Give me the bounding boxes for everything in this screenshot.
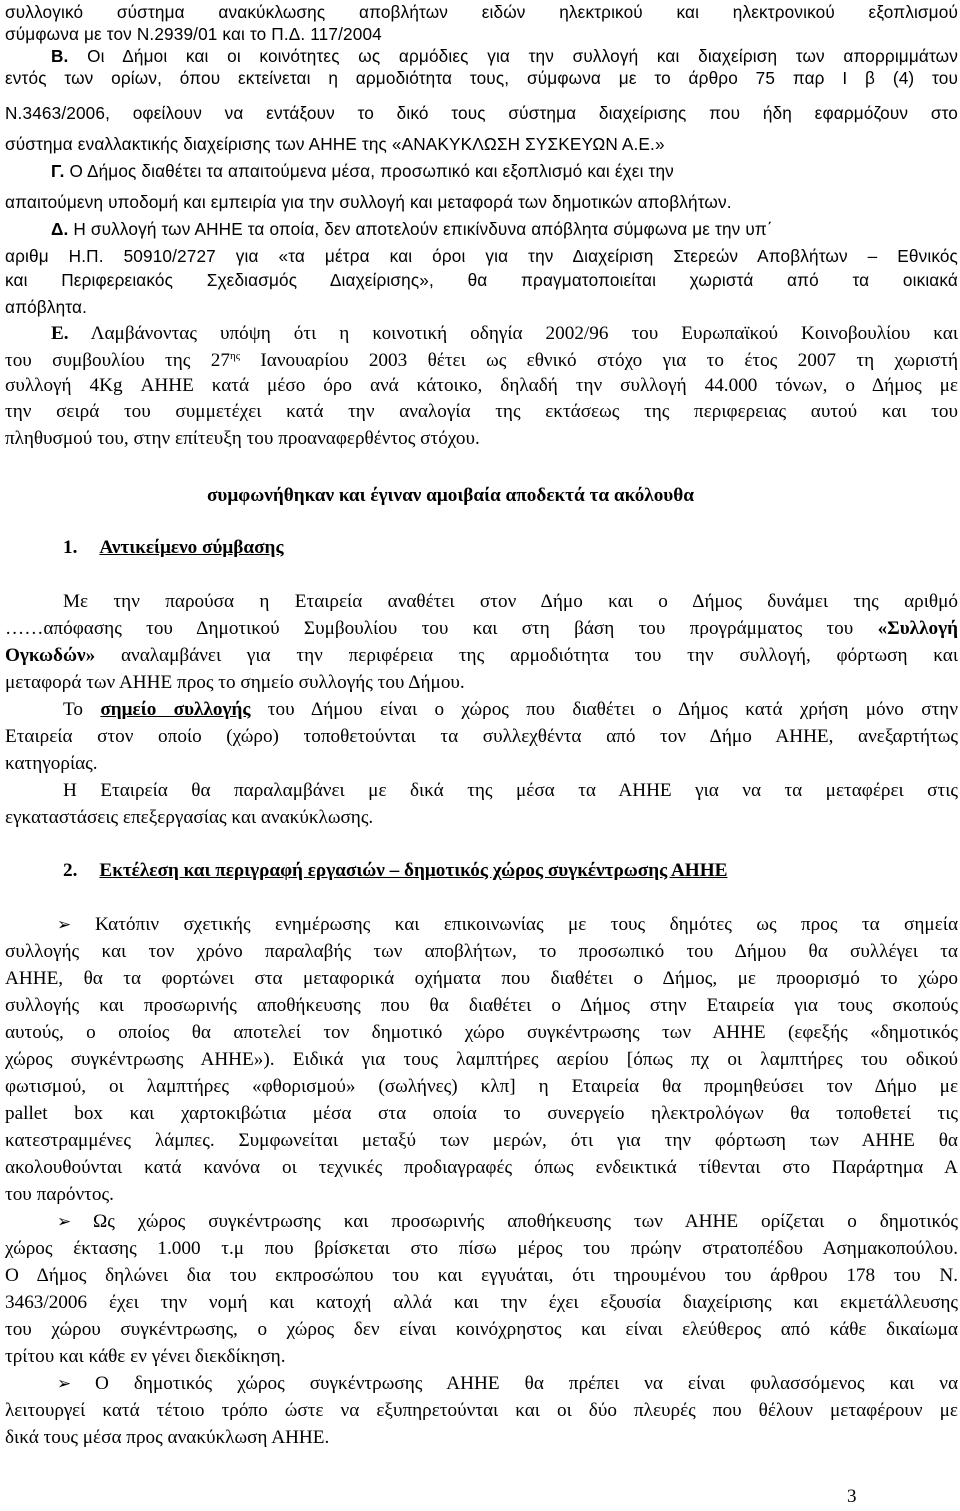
- bullet-item-line: δικά τους μέσα προς ανακύκλωση ΑΗΗΕ.: [5, 1427, 330, 1448]
- paragraph-b-line: Ν.3463/2006, οφείλουν να εντάξουν το δικό τους σύστημα διαχείρισης που ήδη εφαρμόζουν στο: [5, 103, 958, 123]
- document-page: [5, 0, 958, 1511]
- page-number: 3: [847, 1486, 857, 1507]
- bullet-item-line: 3463/2006 έχει την νομή και κατοχή αλλά και την έχει εξουσία διαχείρισης και εκμετάλλευσης: [5, 1292, 958, 1313]
- bullet-item-line: Ο Δήμος δηλώνει δια του εκπροσώπου του και εγγυάται, ότι τηρουμένου του άρθρου 178 του Ν.: [5, 1265, 958, 1286]
- bullet-item-line: του παρόντος.: [5, 1184, 114, 1205]
- bullet-item-line: χώρος έκτασης 1.000 τ.μ που βρίσκεται στο πίσω μέρος του πρώην στρατοπέδου Ασημακοπούλου.: [5, 1238, 958, 1259]
- paragraph-g-line: Γ. Ο Δήμος διαθέτει τα απαιτούμενα μέσα, προσωπικό και εξοπλισμό και έχει την: [51, 161, 674, 181]
- paragraph-d-line: Δ. Η συλλογή των ΑΗΗΕ τα οποία, δεν αποτελούν επικίνδυνα απόβλητα σύμφωνα με την υπ΄: [51, 219, 773, 239]
- bullet-item-line: αυτούς, ο οποίος θα αποτελεί τον δημοτικό χώρο συγκέντρωσης των ΑΗΗΕ (εφεξής «δημοτικός: [5, 1022, 958, 1043]
- item-letter-b: Β.: [51, 46, 69, 66]
- arrow-bullet-icon: ➢: [57, 1212, 72, 1232]
- bullet-item-line: ➢ Ως χώρος συγκέντρωσης και προσωρινής αποθήκευσης των ΑΗΗΕ ορίζεται ο δημοτικός: [57, 1211, 958, 1232]
- bullet-item-line: pallet box και χαρτοκιβώτια μέσα στα οποία το συνεργείο ηλεκτρολόγων θα τοποθετεί τις: [5, 1103, 958, 1124]
- section-2-title: Εκτέλεση και περιγραφή εργασιών – δημοτικός χώρος συγκέντρωσης ΑΗΗΕ: [99, 860, 728, 881]
- bullet-item-line: χώρος συγκέντρωσης ΑΗΗΕ»). Ειδικά για τους λαμπτήρες αερίου [όπως πχ οι λαμπτήρες του οδικού: [5, 1049, 958, 1070]
- section-1-number: 1.: [63, 537, 78, 558]
- collection-point-term: σημείο συλλογής: [100, 699, 251, 720]
- section-1-paragraph-line: κατηγορίας.: [5, 753, 98, 774]
- paragraph-e-line: πληθυσμού του, στην επίτευξη του προαναφερθέντος στόχου.: [5, 428, 480, 449]
- bullet-item-line: του χώρου συγκέντρωσης, ο χώρος δεν είναι κοινόχρηστος και είναι ελεύθερος από κάθε δικαίωμα: [5, 1319, 958, 1340]
- agreement-heading: συμφωνήθηκαν και έγιναν αμοιβαία αποδεκτά τα ακόλουθα: [207, 485, 694, 506]
- bullet-item-line: τρίτου και κάθε εν γένει διεκδίκηση.: [5, 1346, 286, 1367]
- section-1-paragraph-line: μεταφορά των ΑΗΗΕ προς το σημείο συλλογής του Δήμου.: [5, 672, 465, 693]
- section-2-number: 2.: [63, 860, 78, 881]
- paragraph-e-line: του συμβουλίου της $27^{\eta\varsigma}$ Ιανουαρίου 2003 θέτει ως εθνικό στόχο για το έτος 2007 τη χωριστή: [5, 350, 958, 371]
- paragraph-e-line: συλλογή 4Kg ΑΗΗΕ κατά μέσο όρο ανά κάτοικο, δηλαδή την συλλογή 44.000 τόνων, ο Δήμος με: [5, 375, 958, 396]
- paragraph-b-line: εντός των ορίων, όπου εκτείνεται η αρμοδιότητα τους, σύμφωνα με το άρθρο 75 παρ Ι β (4) του: [5, 68, 958, 88]
- bullet-item-line: ➢ Κατόπιν σχετικής ενημέρωσης και επικοινωνίας με τους δημότες ως προς τα σημεία: [57, 914, 958, 935]
- section-1-heading: [63, 536, 284, 560]
- bullet-item-line: φωτισμού, οι λαμπτήρες «φθορισμού» (σωλήνες) κλπ] η Εταιρεία θα προμηθεύσει τον Δήμο με: [5, 1076, 958, 1097]
- section-1-paragraph-line: Η Εταιρεία θα παραλαμβάνει με δικά της μέσα τα ΑΗΗΕ για να τα μεταφέρει στις: [63, 780, 958, 801]
- paragraph-d-line: απόβλητα.: [5, 297, 88, 317]
- item-letter-e: Ε.: [51, 323, 69, 344]
- bullet-item-line: λειτουργεί κατά τέτοιο τρόπο ώστε να εξυπηρετούνται και οι δύο πλευρές που θέλουν μεταφέρουν με: [5, 1400, 958, 1421]
- section-1-paragraph-line: Εταιρεία στον οποίο (χώρο) τοποθετούνται τα συλλεχθέντα από τον Δήμο ΑΗΗΕ, ανεξαρτήτως: [5, 726, 958, 747]
- section-1-paragraph-line: ……απόφασης του Δημοτικού Συμβουλίου του και στη βάση του προγράμματος του «Συλλογή: [5, 618, 958, 639]
- bullet-item-line: ➢ Ο δημοτικός χώρος συγκέντρωσης ΑΗΗΕ θα πρέπει να είναι φυλασσόμενος και να: [57, 1373, 958, 1394]
- bullet-item-line: ακολουθούνται κατά κανόνα οι τεχνικές προδιαγραφές όπως ενδεικτικά τίθενται στο Παράρτημα Α: [5, 1157, 958, 1178]
- section-1-paragraph-line: Το σημείο συλλογής του Δήμου είναι ο χώρος που διαθέτει ο Δήμος κατά χρήση μόνο στην: [63, 699, 958, 720]
- paragraph-e-line: την σειρά του συμμετέχει κατά την αναλογία της εκτάσεως της περιφερειας αυτού και του: [5, 401, 958, 422]
- section-1-paragraph-line: Ογκωδών» αναλαμβάνει για την περιφέρεια της αρμοδιότητα του την συλλογή, φόρτωση και: [5, 645, 958, 666]
- section-1-title: Αντικείμενο σύμβασης: [99, 537, 284, 558]
- paragraph-g-line: απαιτούμενη υποδομή και εμπειρία για την συλλογή και μεταφορά των δημοτικών αποβλήτων.: [5, 192, 732, 212]
- bullet-item-line: ΑΗΗΕ, θα τα φορτώνει στα μεταφορικά οχήματα που διαθέτει ο Δήμος, με προορισμό το χώρο: [5, 968, 958, 989]
- paragraph-b-line: σύστημα εναλλακτικής διαχείρισης των ΑΗΗΕ της «ΑΝΑΚΥΚΛΩΣΗ ΣΥΣΚΕΥΩΝ Α.Ε.»: [5, 134, 665, 154]
- item-letter-d: Δ.: [51, 219, 69, 239]
- paragraph-d-line: αριθμ Η.Π. 50910/2727 για «τα μέτρα και όροι για την Διαχείριση Στερεών Αποβλήτων – Εθνικός: [5, 246, 958, 266]
- paragraph-d-line: και Περιφερειακός Σχεδιασμός Διαχείρισης», θα πραγματοποιείται χωριστά από τα οικιακά: [5, 270, 958, 290]
- bullet-item-line: συλλογής και τον χρόνο παραλαβής των αποβλήτων, το προσωπικό του Δήμου θα συλλέγει τα: [5, 941, 958, 962]
- bullet-item-line: κατεστραμμένες λάμπες. Συμφωνείται μεταξύ των μερών, ότι για την φόρτωση των ΑΗΗΕ θα: [5, 1130, 958, 1151]
- section-1-paragraph-line: Με την παρούσα η Εταιρεία αναθέτει στον Δήμο και ο Δήμος δυνάμει της αριθμό: [63, 591, 958, 612]
- intro-line: σύμφωνα με τον Ν.2939/01 και το Π.Δ. 117/2004: [5, 24, 382, 44]
- intro-line: συλλογικό σύστημα ανακύκλωσης αποβλήτων ειδών ηλεκτρικού και ηλεκτρονικού εξοπλισμού: [5, 2, 958, 22]
- arrow-bullet-icon: ➢: [57, 915, 72, 935]
- item-letter-g: Γ.: [51, 161, 65, 181]
- section-2-heading: [63, 859, 727, 883]
- arrow-bullet-icon: ➢: [57, 1374, 72, 1394]
- paragraph-b-line: Β. Οι Δήμοι και οι κοινότητες ως αρμόδιες για την συλλογή και διαχείριση των απορριμμάτων: [51, 46, 958, 66]
- paragraph-e-line: Ε. Λαμβάνοντας υπόψη ότι η κοινοτική οδηγία 2002/96 του Ευρωπαϊκού Κοινοβουλίου και: [51, 323, 958, 344]
- bullet-item-line: συλλογής και προσωρινής αποθήκευσης που θα διαθέτει ο Δήμος στην Εταιρεία για τους σκοπούς: [5, 995, 958, 1016]
- section-1-paragraph-line: εγκαταστάσεις επεξεργασίας και ανακύκλωσης.: [5, 807, 374, 828]
